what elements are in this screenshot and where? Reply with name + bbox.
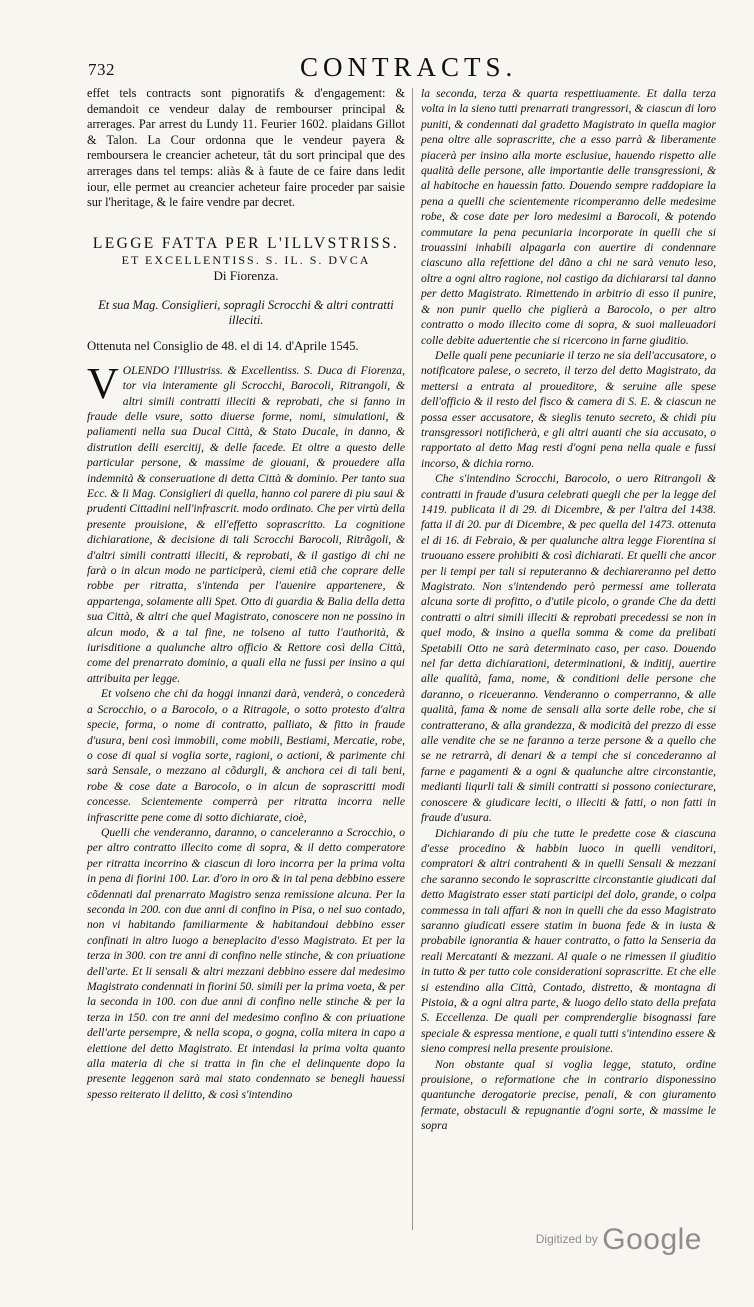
law-paragraph-1-text: OLENDO l'Illustriss. & Excellentiss. S. Duca di Fiorenza, tor via interamente gli Scrocchi, Barocoli, Ritrangoli, & altri simili contratti illeciti & reprobati, che si fanno in fraude delle vsure, sotto diuerse forme, nomi, simulationi, & paliamenti nella sua Ducal Città, & Stato Ducale, in danno, & distrution delli esercitij, & delle facede. Et oltre a questo delle particular persone, & massime de giouani, & prouedere alla indemnità & conseruatione di detta Città & dominio. Per tanto sua Ecc. & li Mag. Consiglieri di quella, hanno col parere di piu saui & prudenti Cittadini nell'infrascrit. modo ordinato. Che per virtù della presente prouisione, & ell'effetto soprascritto. La cognitione dichiaratione, & decisione di tali Scrocchi Barocoli, Ritrãgoli, & d'altri simili contratti illeciti, & reprobati, & il gastigo di chi ne farà o in alcun modo ne participerà, ciemi etiã che coprare delle robbe per ritratta, s'intenda per l'auenire appartenere, & appartenga, solamente alli Spet. Otto di guardia & Balia della detta sua Città, & altri che quel Magistrato, conoscere non ne possino in alcun modo, & a tal fine, ne tolseno al tutto l'authorità, & iurisditione a qualunche altro officio & Rettore così della Città, come del prenarrato dominio, a quali ella ne fussi per insino a qui attribuita per legge.	[87, 363, 405, 685]
google-watermark	[536, 1223, 702, 1257]
law-paragraph-7: Dichiarando di piu che tutte le predette cose & ciascuna d'esse procedino & habbin luoco in quelli venditori, compratori & altri contrahenti & in quelli Sensali & mezzani che saranno secondo le soprascritte circonstantie giudicati dal detto Magistrato esser stati participi del dolo, grande, o colpa commessa in tali affari & non in quelli che da esso Magistrato saranno giudicati essere statim in buona fede & in iusta & probabile ignorantia & hauer contratto, o fatto la Senseria da reali Mercatanti & mezzani. Al quale o ne rimessen il giuditio in tutto & per tutto cole considerationi soprascritte. Et che elle si estendino alla Città, Contado, distretto, & montagna di Pistoia, & a ogni altra parte, & luogo dello stato della prefata S. Eccellenza. De quali per comprenderglie bisognassi fare speciale & espressa mentione, e quali tutti s'intendino essere & sieno compresi nella presente prouisione.	[421, 826, 716, 1056]
law-subtitle: ET EXCELLENTISS. S. IL. S. DVCA	[121, 252, 371, 267]
law-paragraph-1	[87, 358, 405, 687]
drop-cap: V	[87, 358, 119, 408]
law-title: LEGGE FATTA PER L'ILLVSTRISS.	[92, 234, 400, 252]
law-paragraph-2: Et volseno che chi da hoggi innanzi darà, venderà, o concederà a Scrocchio, o a Barocolo, o a Ritragole, o sotto protesto d'altra specie, forma, o nome di contratto, palliato, & fitto in fraude d'usura, beni così immobili, come mobili, Bestiami, Mercatie, robe, o cose di qual si voglia sorte, ragioni, o actioni, & parimente chi sarà Sensale, o mezzano al cõdurgli, & anchora cei di tali beni, robe & cose date a Barocolo, o in alcun de soprascritti modi concesse. Scientemente comperrà per ritratta incorra nelle infrascritte pene come di sotto dichiarate, cioè,	[87, 687, 405, 824]
law-paragraph-8: Non obstante qual si voglia legge, statuto, ordine prouisione, o reformatione che in contrario disponessino quantunche derogatorie precise, penali, & con giuramento fermate, obstaculi & repugnantie d'ogni sorte, & massime le sopra	[421, 1057, 716, 1133]
law-paragraph-5: Delle quali pene pecuniarie il terzo ne sia dell'accusatore, o notificatore palese, o secreto, il terzo del detto Magistrato, da mettersi a entrata al proueditore, & seruine alle spese dell'officio & il resto del fisco & camera di S. E. & ciascun ne possa esser accusatore, & sieglis tenuto secreto, & chidi piu transgressori notificherà, e gli altri auanti che sia accusato, o rapportato al detto Mag resti d'ogni pena nella quale e fussi incorso, & dichia rorno.	[421, 348, 716, 470]
law-heading: Et sua Mag. Consiglieri, sopragli Scrocchi & altri contratti illeciti.	[98, 297, 394, 327]
date-line: Ottenuta nel Consiglio de 48. el di 14. d'Aprile 1545.	[87, 338, 359, 353]
running-head: CONTRACTS.	[300, 52, 518, 82]
watermark-prefix: Digitized by	[535, 1232, 598, 1246]
law-paragraph-6: Che s'intendino Scrocchi, Barocolo, o uero Ritrangoli & contratti in fraude d'usura celebrati quegli che per la legge del 1419. publicata il di 29. di Dicembre, & per l'altra del 1438. fatta il di 20. pur di Dicembre, & pec quella del 1473. ottenuta el di 16. di Febraio, & per qualunche altra legge Fiorentina si truouano essere prohibiti & così dichiarati. Et quelli che ancor per li tempi per tali si reputeranno & dechiareranno pel detto Magistrato. Non s'intendendo però permessi ame tollerata alcuna sorte di profitto, o d'utile picolo, o grande Che da detti contratti o altri simili illeciti & reprobati precedessi se non in quel modo, & insino a quella somma & come da prelibati Spetabili Otto ne sarà determinato caso, per caso. Douendo nel far detta dichiarationi, determinationi, & inditij, auertire alle qualità, fama, nome, & conditioni delle persone che daranno, o riceueranno. Venderanno o comperranno, & alle qualità, fama & nome de sensali alla sorte delle robe, che si contratterano, & alla grandezza, & modicità del prezzo di esse alle vendite che se ne faranno a terze persone & a quello che se ne retrarrà, di denari & a tempi che si concederanno al farne e pagamenti & a ogni & qualunche altre circonstantie, medianti liqurli tali & simili contratti si possono coniecturare, conoscere & giudicare leciti, o illeciti & fatti, o non fatti in fraude d'usura.	[421, 472, 716, 825]
page-number: 732	[88, 60, 115, 79]
right-column	[421, 86, 716, 1134]
law-subtitle-place: Di Fiorenza.	[213, 267, 279, 283]
column-rule	[412, 88, 413, 1230]
law-paragraph-4: la seconda, terza & quarta respettiuamente. Et dalla terza volta in la sieno tutti prenarrati trangressori, & ciascun di loro puniti, & condennati dal gradetto Magistrato in quella magior pena oltre alle soprascritte, che a esso parrà & liberamente piacerà per insino alla morte esclusiue, hauendo rispetto alle qualità delle persone, alle importantie delle transgressioni, & al habitoche en hauessin fatto. Douendo sempre raddopiare la pena a quelli che scientemente ricomperanno delle medesime robe, & cose date per loro medesimi a Barocoli, & potendo commutare la pena pecuniaria incorporate in quelli che si trouassini inhabili alpagarla con auertire di condennare ciascuno alla refettione del dãno a chi ne sarà venuto leso, oltre a ogni altro ragione, nol castigo da dichiararsi tal danno per detto Magistrato. Rimettendo in arbitrio di esso il punire, & non punir quello che piglierà a Barocolo, o per altro contratto o modo illecito come di sopra, & suoi malleuadori colle debite aduertentie che si ricercono in farne giuditio.	[421, 87, 716, 347]
french-paragraph: effet tels contracts sont pignoratifs & d'engagement: & demandoit ce vendeur dalay de rembourser principal & arrerages. Par arrest du Lundy 11. Feurier 1602. plaidans Gillot & Talon. La Cour ordonna que le vendeur payera & remboursera le creancier acheteur, tât du sort principal que des arrerages dans tel temps: aliàs & à faute de ce faire dans ledit iour, elle permet au creancier acheteur faire proceder par saisie sur l'heritage, & le faire vendre par decret.	[87, 86, 405, 210]
left-column	[87, 86, 405, 1102]
watermark-brand: Google	[602, 1223, 702, 1256]
law-paragraph-3: Quelli che venderanno, daranno, o canceleranno a Scrocchio, o per altro contratto illecito come di sopra, & il detto comperatore per ritratta incorrino & ciascun di loro incorra per la prima volta in pena di fiorini 100. Lar. d'oro in oro & in tal pena debbino essere cõdennati dal prenarrato Magistro senza remissione alcuna. Per la seconda in 200. con due anni di confino in Pisa, o nel suo contado, non vi habitando familiarmente & habitandoui debbino esser confinati in altro luogo a beneplacito d'esso Magistrato. Et per la terza in 300. con tre anni di confino nelle stinche, & con priuatione dell'arte. Et li sensali & altri mezzani debbino essere dal medesimo Magistrato condennati in fiorini 50. simili per la prima voeta, & per la seconda in 100. con due anni di confino nelle stinche & per la terza in 150. con tre anni del medesimo confino & con priuatione dell'arte persempre, & nella scopa, o gogna, colla mitera in capo a elettione del detto Magistrato. Et intendasi la prima volta quanto alla materia di che si tratta in fin che el delinquente dopo la presente leggenon sarà mai stato condennato se benegli hauessi spesso reiterato il delitto, & così s'intendino	[87, 825, 405, 1101]
